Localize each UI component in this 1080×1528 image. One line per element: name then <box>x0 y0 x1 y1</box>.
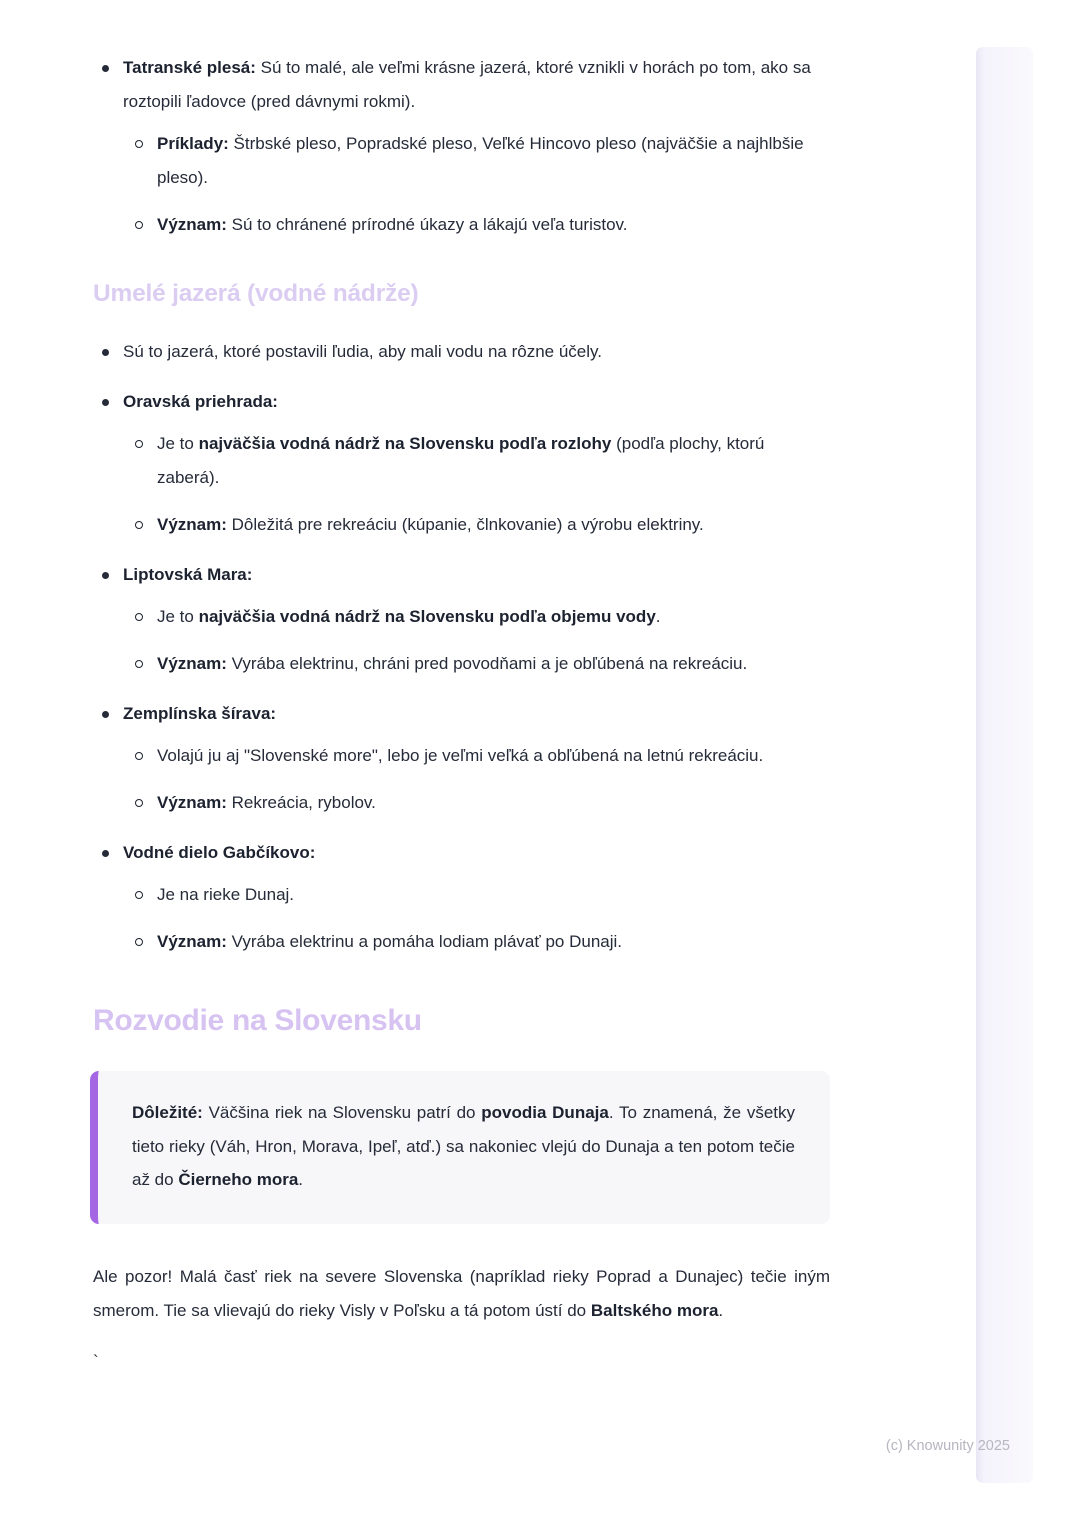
list-item-text: Zemplínska šírava: <box>123 704 277 723</box>
list-item <box>123 508 830 542</box>
circle-bullet-icon <box>123 127 157 195</box>
list-item <box>123 739 830 773</box>
list-item <box>123 127 830 195</box>
list-item-text: Vodné dielo Gabčíkovo: <box>123 843 316 862</box>
document-content <box>93 51 830 1372</box>
bullet-icon <box>93 335 123 369</box>
list-item-body <box>123 558 830 681</box>
list-item <box>93 836 830 959</box>
list-item-body <box>123 385 830 542</box>
list-item-text: Význam: Rekreácia, rybolov. <box>157 793 376 812</box>
list-item-text: Príklady: Štrbské pleso, Popradské pleso, Veľké Hincovo pleso (najväčšie a najhlbšie pleso). <box>157 134 804 187</box>
list-item <box>123 208 830 242</box>
list-item-text: Význam: Vyrába elektrinu a pomáha lodiam plávať po Dunaji. <box>157 932 623 951</box>
circle-bullet-icon <box>123 508 157 542</box>
list-item <box>93 558 830 681</box>
circle-bullet-icon <box>123 878 157 912</box>
list-item-text: Je na rieke Dunaj. <box>157 885 295 904</box>
body-paragraph: Ale pozor! Malá časť riek na severe Slovenska (napríklad rieky Poprad a Dunajec) tečie iným smerom. Tie sa vlievajú do rieky Visly v Poľsku a tá potom ústí do Baltského mora. <box>93 1266 830 1320</box>
list-item-text: Volajú ju aj "Slovenské more", lebo je veľmi veľká a obľúbená na letnú rekreáciu. <box>157 746 764 765</box>
section-heading: Umelé jazerá (vodné nádrže) <box>93 280 419 307</box>
list-item <box>123 647 830 681</box>
bullet-icon <box>93 697 123 820</box>
circle-bullet-icon <box>123 647 157 681</box>
circle-bullet-icon <box>123 925 157 959</box>
sub-bullet-list <box>123 739 830 820</box>
list-item <box>93 385 830 542</box>
list-item <box>123 925 830 959</box>
circle-bullet-icon <box>123 600 157 634</box>
list-item-text: Sú to jazerá, ktoré postavili ľudia, aby mali vodu na rôzne účely. <box>123 342 603 361</box>
circle-bullet-icon <box>123 786 157 820</box>
list-item-text: Oravská priehrada: <box>123 392 278 411</box>
list-item-body <box>123 51 830 242</box>
list-item-text: Význam: Vyrába elektrinu, chráni pred povodňami a je obľúbená na rekreáciu. <box>157 654 748 673</box>
bullet-list <box>93 335 830 959</box>
list-item-text: Význam: Sú to chránené prírodné úkazy a lákajú veľa turistov. <box>157 215 628 234</box>
list-item <box>123 600 830 634</box>
list-item-text: Je to najväčšia vodná nádrž na Slovensku podľa rozlohy (podľa plochy, ktorú zaberá). <box>157 434 765 487</box>
list-item-text: Je to najväčšia vodná nádrž na Slovensku podľa objemu vody. <box>157 607 661 626</box>
list-item-text: Tatranské plesá: Sú to malé, ale veľmi krásne jazerá, ktoré vznikli v horách po tom, ako sa roztopili ľadovce (pred dávnymi rokmi). <box>123 58 811 111</box>
list-item <box>93 697 830 820</box>
circle-bullet-icon <box>123 208 157 242</box>
callout-box <box>90 1071 830 1224</box>
sub-bullet-list <box>123 878 830 959</box>
list-item <box>93 335 830 369</box>
list-item-body <box>123 335 830 369</box>
circle-bullet-icon <box>123 427 157 495</box>
list-item-body <box>123 836 830 959</box>
list-item-text: Význam: Dôležitá pre rekreáciu (kúpanie, člnkovanie) a výrobu elektriny. <box>157 515 704 534</box>
list-item <box>93 51 830 242</box>
bullet-icon <box>93 51 123 242</box>
list-item <box>123 786 830 820</box>
bullet-icon <box>93 558 123 681</box>
callout-text: Dôležité: Väčšina riek na Slovensku patrí do povodia Dunaja. To znamená, že všetky tieto rieky (Váh, Hron, Morava, Ipeľ, atď.) sa nakoniec vlejú do Dunaja a ten potom tečie až do Čierneho mora. <box>132 1103 796 1189</box>
list-item-text: Liptovská Mara: <box>123 565 253 584</box>
sub-bullet-list <box>123 427 830 542</box>
list-item-body <box>123 697 830 820</box>
list-item <box>123 427 830 495</box>
page-heading: Rozvodie na Slovensku <box>93 1004 422 1037</box>
bullet-list <box>93 51 830 242</box>
list-item <box>123 878 830 912</box>
bullet-icon <box>93 385 123 542</box>
sub-bullet-list <box>123 127 830 242</box>
bullet-icon <box>93 836 123 959</box>
scrollbar[interactable] <box>976 47 1033 1483</box>
circle-bullet-icon <box>123 739 157 773</box>
copyright-footer: (c) Knowunity 2025 <box>885 1438 1010 1454</box>
sub-bullet-list <box>123 600 830 681</box>
stray-character: ` <box>93 1351 99 1371</box>
